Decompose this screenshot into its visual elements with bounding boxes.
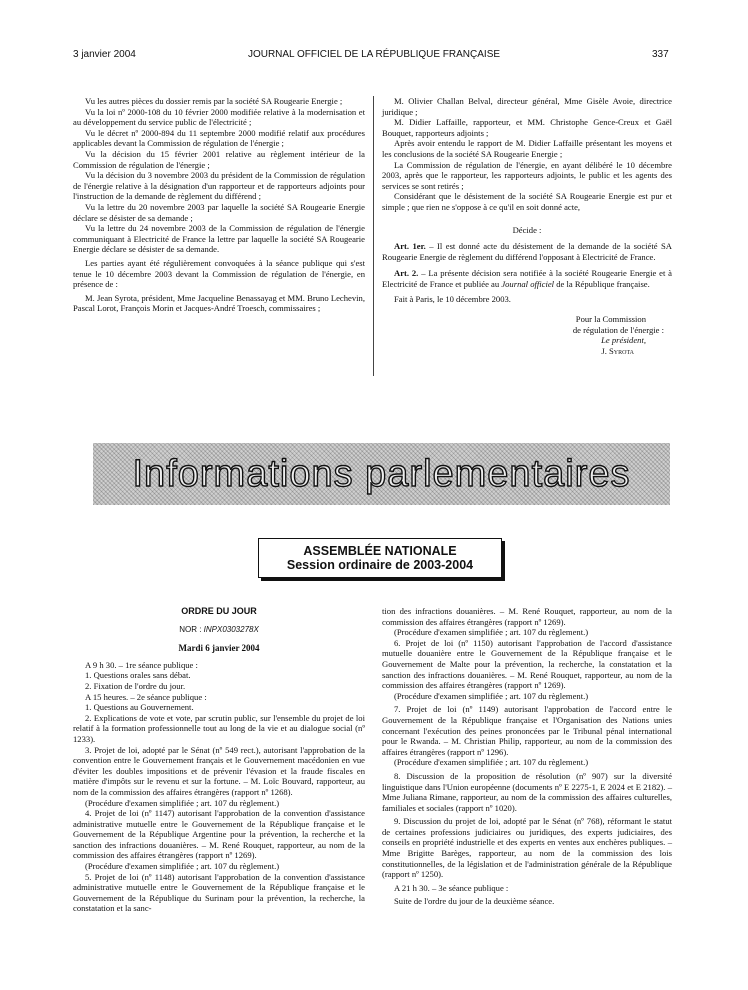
signature-line: de régulation de l'énergie : — [572, 324, 664, 335]
header-journal-title: JOURNAL OFFICIEL DE LA RÉPUBLIQUE FRANÇAISE — [247, 49, 501, 60]
informations-parlementaires-banner — [93, 443, 670, 505]
paragraph: Vu la lettre du 24 novembre 2003 de la Commission de régulation de l'énergie communiquant à Electricité de France la lettre par laquelle la société SA Rougearie Energie déclare se désister de sa demande. — [73, 223, 365, 255]
paragraph: Vu la décision du 3 novembre 2003 du président de la Commission de régulation de l'énergie relative à la désignation d'un rapporteur et de rapporteurs adjoints pour l'instruction de la demande de règlement du différend ; — [73, 170, 365, 202]
paragraph: Considérant que le désistement de la société SA Rougearie Energie est pur et simple ; que rien ne s'oppose à ce qu'il en soit donné acte, — [382, 191, 672, 212]
paragraph: La Commission de régulation de l'énergie, en ayant délibéré le 10 décembre 2003, après que le rapporteur, les rapporteurs adjoints, le public et les agents des services se sont retirés ; — [382, 159, 672, 191]
top-right-column — [382, 96, 672, 356]
column-divider — [373, 96, 374, 376]
banner-title: Informations parlementaires — [132, 452, 631, 495]
list-item: 8. Discussion de la proposition de résolution (nº 907) sur la diversité linguistique dans l'Union européenne (documents nº E 2275-1, E 2024 et E 2182). – Mme Juliana Rimane, rapporteur, au nom de la commission des affaires culturelles, familiales et sociales (rapport nº 1020). — [382, 770, 672, 813]
header-page-number: 337 — [652, 49, 669, 60]
date-heading: Mardi 6 janvier 2004 — [178, 643, 260, 654]
list-item: 9. Discussion du projet de loi, adopté par le Sénat (nº 768), réformant le statut de certaines professions judiciaires ou juridiques, des experts judiciaires, des conseils en propriété industrielle et des experts en ventes aux enchères publiques. – Mme Brigitte Barèges, rapporteur, au nom de la commission des lois constitutionnelles, de la législation et de l'administration générale de la République (rapport nº 1250). — [382, 816, 672, 880]
paragraph: Vu la lettre du 20 novembre 2003 par laquelle la société SA Rougearie Energie déclare se désister de sa demande ; — [73, 201, 365, 223]
list-item: 5. Projet de loi (nº 1148) autorisant l'approbation de la convention d'assistance administrative mutuelle entre le Gouvernement de la République française et le Gouvernement de la République du Surinam pour la prévention, la recherche, la constatation et la sanc- — [73, 871, 365, 914]
box-title: ASSEMBLÉE NATIONALE — [303, 544, 457, 558]
paragraph: M. Olivier Challan Belval, directeur général, Mme Gisèle Avoie, directrice juridique ; — [382, 96, 672, 117]
list-item: 1. Questions orales sans débat. — [85, 670, 191, 681]
header-date: 3 janvier 2004 — [73, 49, 136, 60]
paragraph: Après avoir entendu le rapport de M. Didier Laffaille présentant les moyens et les conclusions de la société SA Rougearie Energie ; — [382, 138, 672, 159]
list-item: (Procédure d'examen simplifiée ; art. 107 du règlement.) — [394, 757, 589, 768]
box-subtitle: Session ordinaire de 2003-2004 — [286, 558, 474, 572]
list-item: (Procédure d'examen simplifiée ; art. 107 du règlement.) — [85, 797, 280, 808]
list-item: 1. Questions au Gouvernement. — [85, 702, 194, 713]
article-1-label: Art. 1er. — [394, 241, 426, 252]
list-item: 2. Fixation de l'ordre du jour. — [85, 680, 186, 691]
list-item: 4. Projet de loi (nº 1147) autorisant l'approbation de la convention d'assistance administrative mutuelle entre le Gouvernement de la République française et le Gouvernement de la République Argentine pour la prévention, la recherche et la sanction des infractions douanières. – M. René Rouquet, rapporteur, au nom de la commission des affaires étrangères (rapport nº 1269). — [73, 808, 365, 861]
ordre-du-jour-title: ORDRE DU JOUR — [181, 606, 257, 616]
article-2-text: – La présente décision sera notifiée à la société Rougearie Energie et à Electricité de France et publiée au — [382, 268, 672, 289]
signature-title: Le président, — [601, 335, 646, 346]
assemblee-nationale-box — [258, 538, 502, 578]
top-left-column — [73, 96, 365, 314]
list-item: tion des infractions douanières. – M. René Rouquet, rapporteur, au nom de la commission des affaires étrangères (rapport nº 1269). — [382, 606, 672, 627]
article-1-text: – Il est donné acte du désistement de la demande de la société SA Rougearie Energie de règlement du différend l'opposant à Electricité de France. — [382, 241, 672, 262]
suite-line: Suite de l'ordre du jour de la deuxième séance. — [394, 896, 555, 907]
nor-label: NOR : — [179, 624, 202, 634]
list-item: 7. Projet de loi (nº 1149) autorisant l'approbation de l'accord entre le Gouvernement de la République française et l'Organisation des Nations unies concernant l'exécution des peines prononcées par le Tribunal pénal international pour le Rwanda. – M. Christian Philip, rapporteur, au nom de la commission des affaires étrangères (rapport nº 1296). — [382, 704, 672, 757]
bottom-left-column — [73, 606, 365, 914]
article-1 — [382, 241, 672, 262]
article-2-text-end: de la République française. — [554, 278, 650, 289]
signature-line: Pour la Commission — [575, 314, 646, 325]
list-item: (Procédure d'examen simplifiée ; art. 107 du règlement.) — [85, 861, 280, 872]
paragraph: Vu la loi nº 2000-108 du 10 février 2000 modifiée relative à la modernisation et au développement du service public de l'électricité ; — [73, 106, 365, 128]
bottom-right-column — [382, 606, 672, 907]
seance-1: A 9 h 30. – 1re séance publique : — [85, 659, 198, 670]
paragraph: M. Didier Laffaille, rapporteur, et MM. Christophe Gence-Creux et Gaël Bouquet, rapporteurs adjoints ; — [382, 117, 672, 138]
paragraph: Vu le décret nº 2000-894 du 11 septembre 2000 modifié relatif aux procédures applicables devant la Commission de régulation de l'énergie ; — [73, 127, 365, 149]
fait-a-paris: Fait à Paris, le 10 décembre 2003. — [394, 293, 511, 304]
journal-officiel-italic: Journal officiel — [501, 278, 555, 289]
list-item: 2. Explications de vote et vote, par scrutin public, sur l'ensemble du projet de loi relatif à la formation professionnelle tout au long de la vie et au dialogue social (nº 1233). — [73, 712, 365, 744]
article-2 — [382, 268, 672, 289]
nor-line — [73, 625, 365, 636]
paragraph: Vu la décision du 15 février 2001 relative au règlement intérieur de la Commission de régulation de l'énergie ; — [73, 148, 365, 170]
paragraph: Vu les autres pièces du dossier remis par la société SA Rougearie Energie ; — [85, 96, 343, 106]
list-item: 3. Projet de loi, adopté par le Sénat (nº 549 rect.), autorisant l'approbation de la convention entre le Gouvernement français et le Gouvernement macédonien en vue d'éviter les doubles impositions et de prévenir l'évasion et la fraude fiscales en matière d'impôts sur le revenu et sur la fortune. – M. Loïc Bouvard, rapporteur, au nom de la commission des affaires étrangères (rapport nº 1268). — [73, 744, 365, 797]
seance-2: A 15 heures. – 2e séance publique : — [85, 691, 207, 702]
nor-value: INPX0303278X — [203, 624, 259, 634]
seance-3: A 21 h 30. – 3e séance publique : — [394, 882, 509, 893]
signature-block — [382, 314, 672, 356]
signature-name: J. Syrota — [601, 345, 634, 356]
decide-heading: Décide : — [512, 224, 542, 235]
article-2-label: Art. 2. — [394, 268, 419, 279]
list-item: (Procédure d'examen simplifiée ; art. 107 du règlement.) — [394, 627, 589, 638]
list-item: 6. Projet de loi (nº 1150) autorisant l'approbation de l'accord d'assistance mutuelle douanière entre le Gouvernement de la République française et le Gouvernement de Malte pour la prévention, la recherche, la constatation et la sanction des infractions douanières. – M. René Rouquet, rapporteur, au nom de la commission des affaires étrangères (rapport nº 1269). — [382, 637, 672, 691]
paragraph: Les parties ayant été régulièrement convoquées à la séance publique qui s'est tenue le 10 décembre 2003 devant la Commission de régulation de l'énergie, en présence de : — [73, 257, 365, 290]
paragraph: M. Jean Syrota, président, Mme Jacqueline Benassayag et MM. Bruno Lechevin, Pascal Lorot, François Morin et Jacques-André Troesch, commissaires ; — [73, 292, 365, 314]
list-item: (Procédure d'examen simplifiée ; art. 107 du règlement.) — [394, 690, 589, 701]
